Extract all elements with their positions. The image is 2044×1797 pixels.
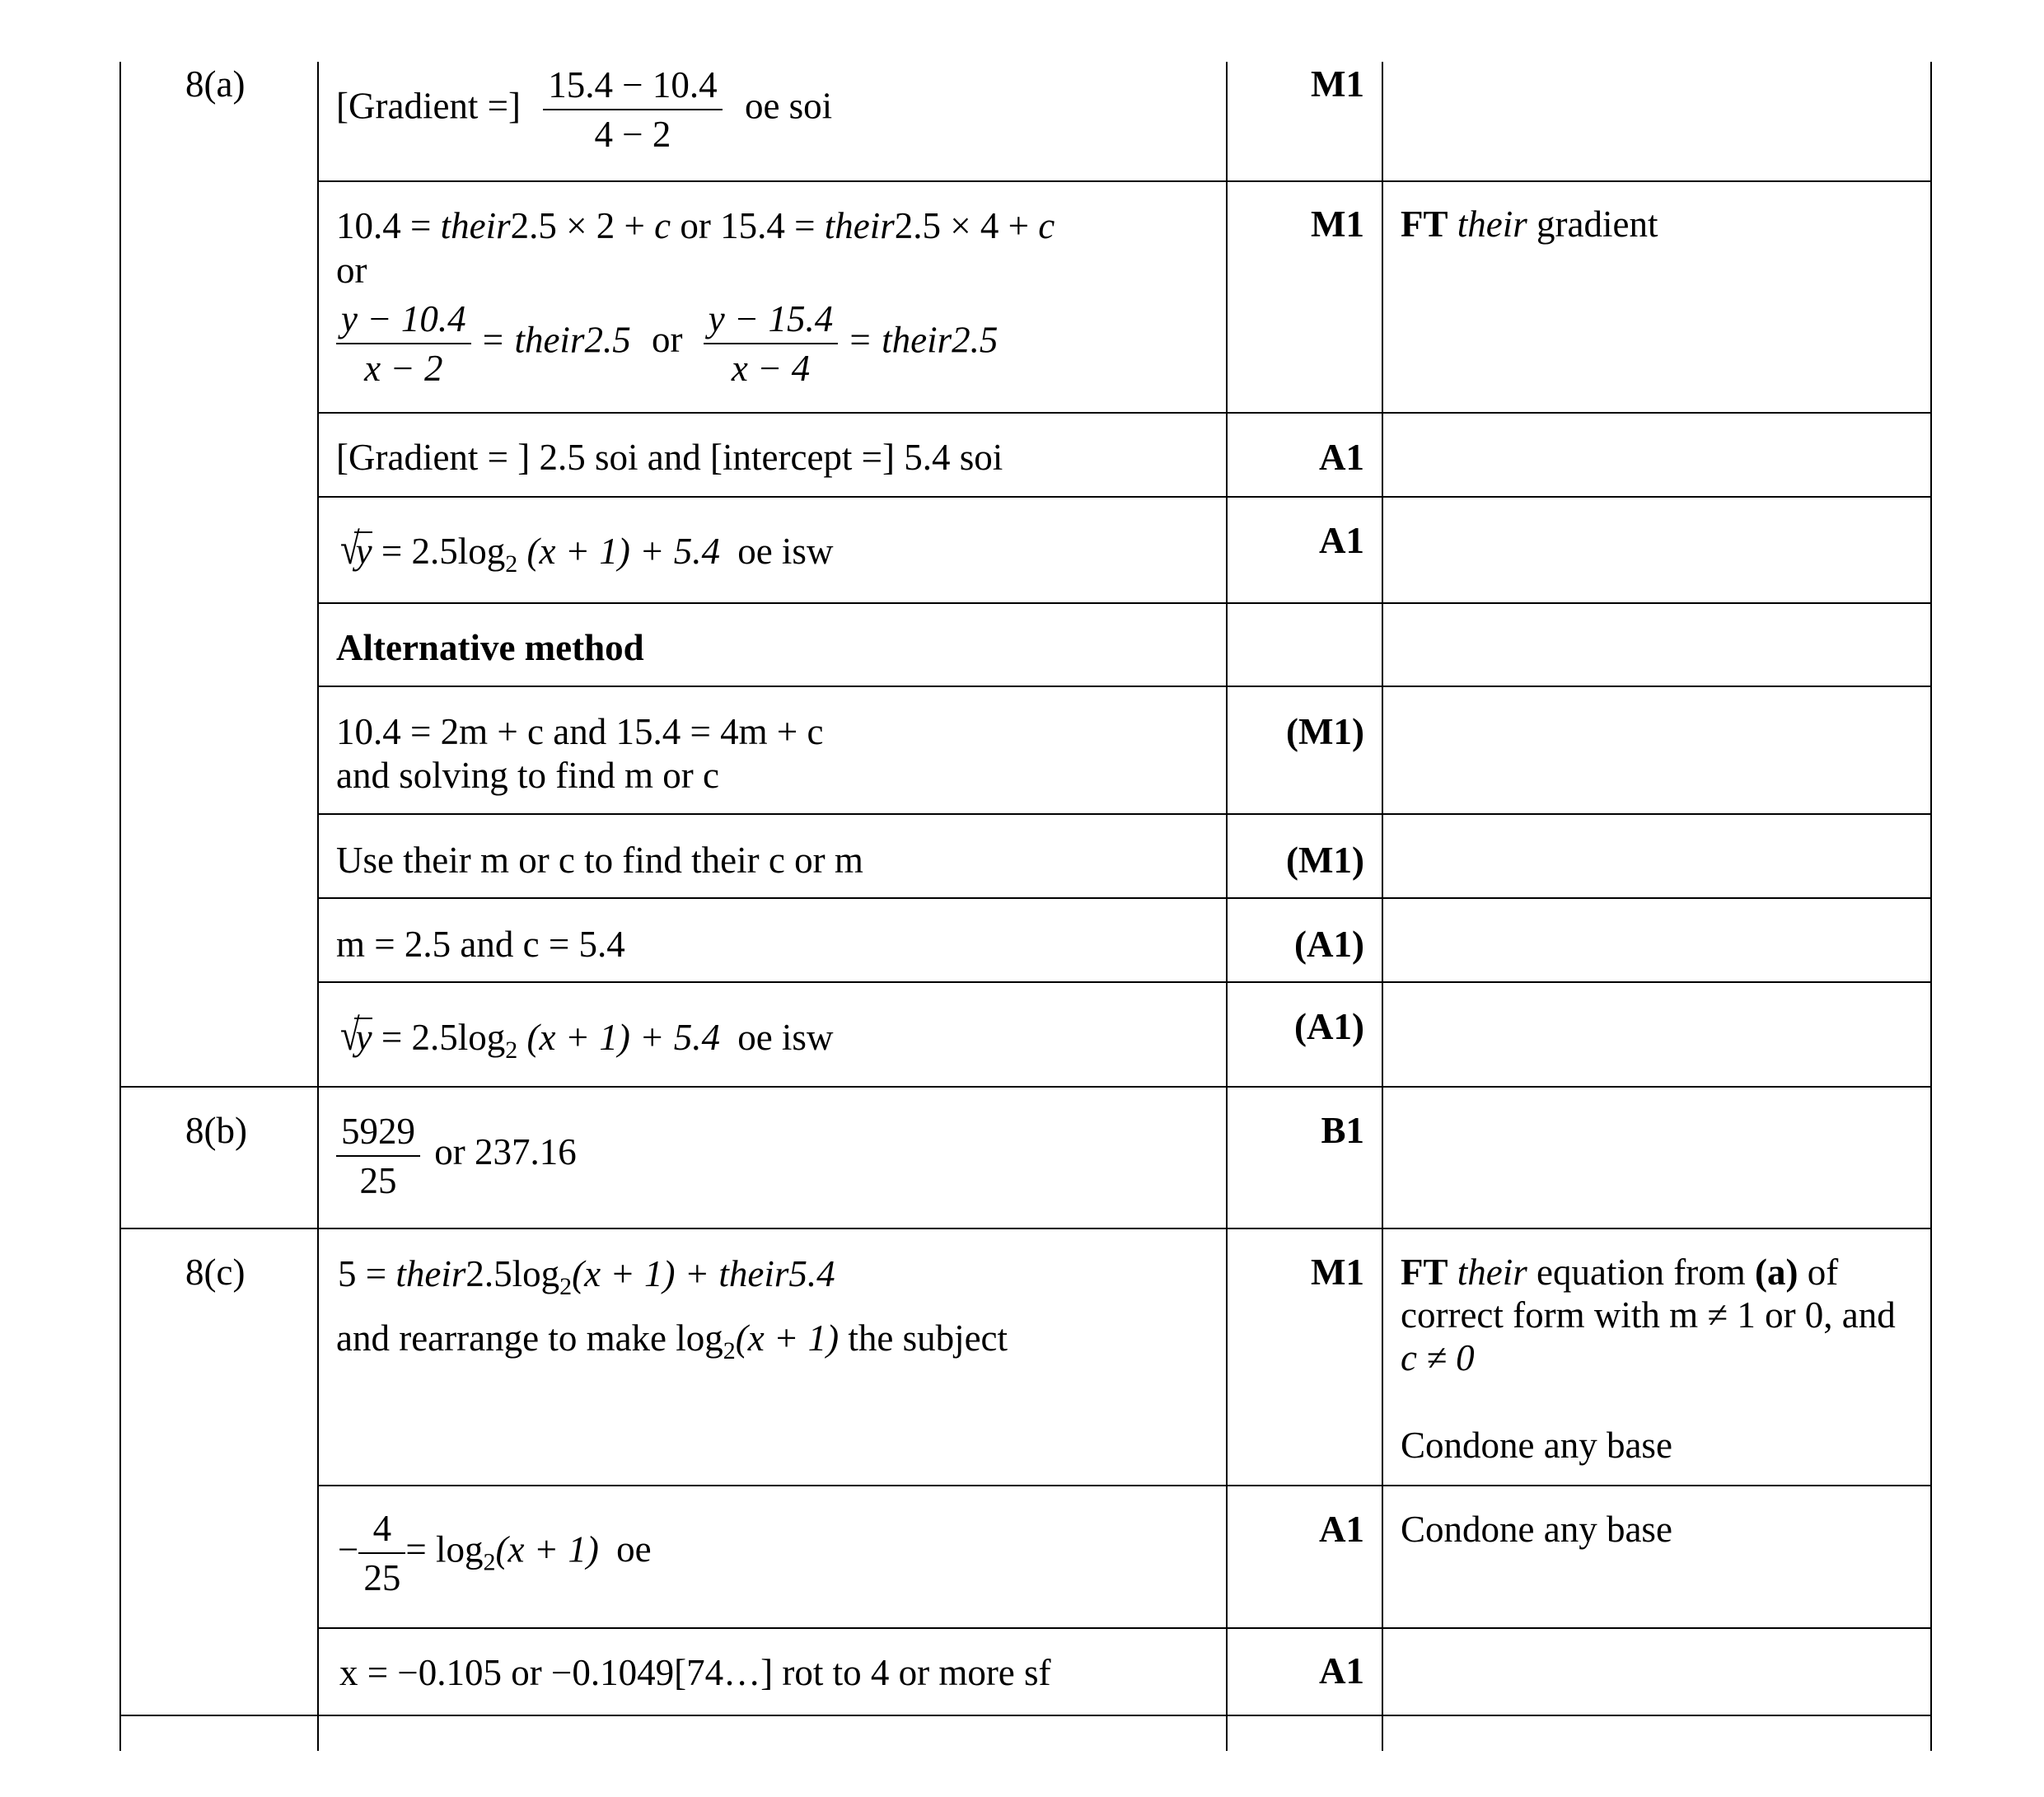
- answer-8c-log-value: [338, 1508, 652, 1598]
- mark-label: M1: [1311, 204, 1364, 245]
- answer-fraction: [336, 1111, 420, 1201]
- answer-8b: [336, 1111, 577, 1201]
- guidance-text: [1401, 1251, 1838, 1294]
- guidance-text: [1401, 203, 1658, 246]
- text-segment: 5.4: [788, 1253, 835, 1294]
- text-segment: or 237.16: [434, 1131, 577, 1173]
- text-segment: 10.4 =: [336, 205, 441, 246]
- text-segment: their: [1457, 204, 1527, 245]
- row-divider: [317, 180, 1932, 182]
- gradient-prefix: [Gradient =]: [336, 85, 522, 127]
- alt-use-their-text: Use their m or c to find their c or m: [336, 840, 863, 881]
- text-segment: (x + 1) + 5.4: [526, 1017, 720, 1058]
- text-segment: (x + 1): [495, 1528, 599, 1570]
- answer-gradient-formula: [336, 64, 832, 155]
- row-divider: [317, 412, 1932, 414]
- alt-solving-text: and solving to find m or c: [336, 755, 719, 796]
- guidance-text: correct form with m ≠ 1 or 0, and: [1401, 1294, 1896, 1336]
- row-divider: [317, 602, 1932, 604]
- text-segment: (x + 1) + 5.4: [526, 531, 720, 572]
- fraction-numerator: y − 10.4: [336, 298, 471, 344]
- answer-fraction: [358, 1508, 405, 1598]
- fraction-denominator: x − 4: [731, 348, 811, 389]
- equation-fraction-2: [704, 298, 839, 389]
- square-root-icon: √: [339, 1010, 360, 1060]
- text-segment: oe isw: [737, 531, 834, 572]
- row-divider: [317, 897, 1932, 899]
- subscript: 2: [505, 550, 518, 578]
- answer-8c-rearrange: [336, 1317, 1008, 1373]
- fraction-numerator: 4: [358, 1508, 405, 1554]
- text-segment: (x + 1) +: [572, 1253, 719, 1294]
- fraction-denominator: 25: [363, 1557, 401, 1598]
- fraction-numerator: 5929: [336, 1111, 420, 1157]
- text-segment: = 2.5log: [381, 531, 506, 572]
- question-label-8c: 8(c): [185, 1252, 246, 1293]
- subscript: 2: [483, 1548, 496, 1576]
- text-segment: 5 =: [338, 1253, 396, 1294]
- text-segment: FT: [1401, 1252, 1448, 1293]
- equation-rhs: = their2.5: [479, 319, 631, 361]
- question-divider: [119, 1228, 1932, 1229]
- text-segment: 2.5 × 4 +: [894, 205, 1039, 246]
- text-segment: the subject: [839, 1317, 1008, 1359]
- guidance-text: Condone any base: [1401, 1509, 1672, 1550]
- fraction-denominator: 4 − 2: [594, 114, 671, 155]
- text-segment: their: [395, 1253, 466, 1294]
- text-segment: of: [1798, 1252, 1839, 1293]
- mark-label: A1: [1319, 1650, 1364, 1692]
- text-segment: their: [824, 205, 895, 246]
- mark-label: (M1): [1286, 840, 1364, 881]
- mark-label: A1: [1319, 437, 1364, 478]
- text-segment: c: [654, 205, 671, 246]
- radicand: y: [355, 531, 372, 572]
- subscript: 2: [559, 1273, 573, 1300]
- subscript: 2: [723, 1337, 736, 1364]
- answer-substitution-line: [336, 204, 1055, 247]
- alt-final-equation: [338, 1010, 834, 1072]
- row-divider: [317, 813, 1932, 815]
- alt-simultaneous-equations: 10.4 = 2m + c and 15.4 = 4m + c: [336, 711, 824, 752]
- answer-final-equation: [338, 524, 834, 586]
- text-segment: (a): [1754, 1252, 1798, 1293]
- equation-fraction-1: [336, 298, 471, 389]
- row-divider: [317, 686, 1932, 687]
- mark-label: A1: [1319, 1509, 1364, 1550]
- guidance-text: Condone any base: [1401, 1425, 1672, 1466]
- alternative-method-heading: Alternative method: [336, 627, 644, 668]
- equation-rhs: = their2.5: [847, 319, 999, 361]
- text-segment: equation from: [1527, 1252, 1755, 1293]
- answer-fraction-equations: [336, 298, 998, 389]
- text-segment: 2.5 × 2 +: [510, 205, 655, 246]
- text-segment: oe: [616, 1528, 652, 1570]
- answer-8c-equation: [338, 1252, 835, 1308]
- answer-gradient-intercept: [Gradient = ] 2.5 soi and [intercept =] 5.4 soi: [336, 437, 1003, 478]
- mark-label: A1: [1319, 520, 1364, 561]
- question-divider: [119, 1086, 1932, 1088]
- row-divider: [317, 496, 1932, 498]
- text-segment: FT: [1401, 204, 1448, 245]
- fraction-denominator: 25: [359, 1160, 397, 1201]
- radicand: y: [355, 1017, 372, 1058]
- mark-label: M1: [1311, 63, 1364, 105]
- text-segment: their: [1457, 1252, 1527, 1293]
- text-segment: gradient: [1527, 204, 1658, 245]
- subscript: 2: [505, 1037, 518, 1064]
- table-border-right: [1930, 62, 1932, 1751]
- mark-label: B1: [1321, 1110, 1364, 1151]
- row-divider: [317, 981, 1932, 983]
- mark-label: (A1): [1294, 924, 1364, 965]
- table-divider-answer: [1226, 62, 1228, 1751]
- text-segment: c: [1038, 205, 1055, 246]
- text-segment: (x + 1): [735, 1317, 840, 1359]
- text-segment: = 2.5log: [381, 1017, 506, 1058]
- row-divider: [317, 1627, 1932, 1629]
- gradient-fraction: [543, 64, 722, 155]
- question-label-8b: 8(b): [185, 1110, 247, 1151]
- alt-values-text: m = 2.5 and c = 5.4: [336, 924, 625, 965]
- text-segment: 2.5log: [465, 1253, 560, 1294]
- answer-8c-final: x = −0.105 or −0.1049[74…] rot to 4 or more sf: [339, 1652, 1051, 1693]
- table-divider-marks: [1382, 62, 1383, 1751]
- fraction-denominator: x − 2: [364, 348, 443, 389]
- mark-label: (A1): [1294, 1006, 1364, 1047]
- answer-or: or: [336, 250, 367, 291]
- row-divider: [317, 1485, 1932, 1486]
- question-divider: [119, 1715, 1932, 1716]
- guidance-text: c ≠ 0: [1401, 1337, 1475, 1378]
- question-label-8a: 8(a): [185, 63, 246, 105]
- mark-label: (M1): [1286, 711, 1364, 752]
- text-segment: oe isw: [737, 1017, 834, 1058]
- text-segment: or 15.4 =: [671, 205, 825, 246]
- text-segment: their: [718, 1253, 789, 1294]
- fraction-numerator: y − 15.4: [704, 298, 839, 344]
- fraction-numerator: 15.4 − 10.4: [543, 64, 722, 110]
- square-root-icon: √: [339, 524, 360, 573]
- mark-label: M1: [1311, 1252, 1364, 1293]
- text-segment: −: [338, 1528, 359, 1570]
- text-segment: their: [440, 205, 511, 246]
- table-border-left: [119, 62, 121, 1751]
- text-segment: or: [651, 319, 683, 361]
- text-segment: = log: [405, 1528, 484, 1570]
- answer-suffix: oe soi: [744, 85, 833, 127]
- text-segment: and rearrange to make log: [336, 1317, 723, 1359]
- table-divider-question: [317, 62, 319, 1751]
